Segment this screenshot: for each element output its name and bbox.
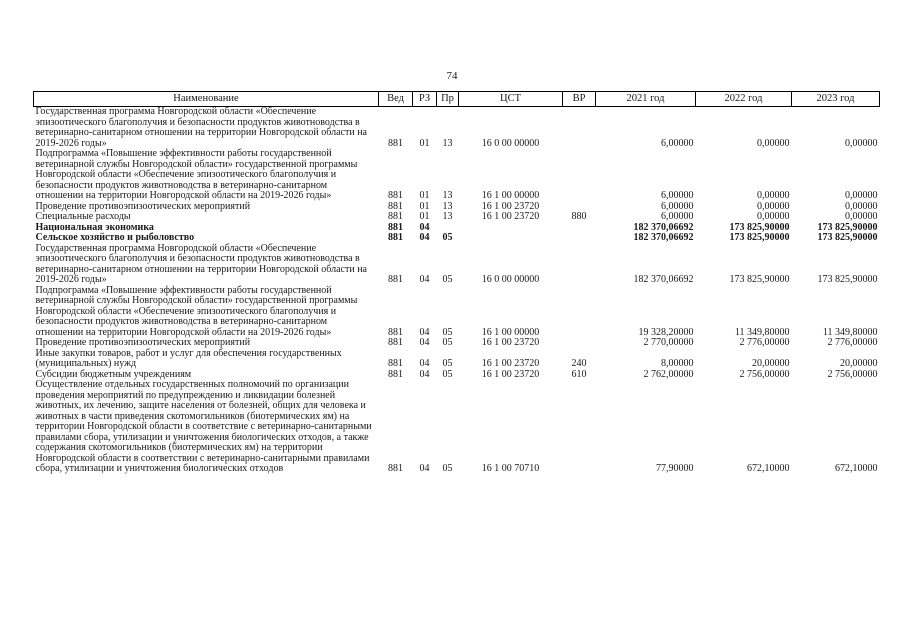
row-2021: 182 370,06692: [633, 274, 694, 285]
row-name: Осуществление отдельных государственных полномочий по организации проведения мероприятий по предупреждению и ликвидации болезней животных, их лечению, защите населения от болезней, общих для человека и животных в части приведения скотомогильников (биотермических ям) на территории Новгородской области в соответствие с ветеринарно-санитарными правилами сбора, утилизации и уничтожения биологических отходов, а также содержания скотомогильников (биотермических ям) на территории Новгородской области в соответствии с ветеринарно-санитарными правилами сбора, утилизации и уничтожения биологических отходов: [35, 379, 372, 474]
row-cst: 16 1 00 23720: [481, 211, 540, 222]
row-name: Специальные расходы: [35, 211, 131, 222]
row-rz: 01: [419, 190, 430, 201]
row-2021: 6,00000: [661, 211, 694, 222]
row-name: Государственная программа Новгородской области «Обеспечение эпизоотического благополучия и безопасности продуктов животноводства в ветеринарно-санитарном отношении на территории Новгородской области на 2019-2026 годы»: [35, 106, 367, 149]
row-cst: [459, 233, 563, 244]
header-rz: РЗ: [413, 92, 437, 107]
row-pr: 13: [442, 190, 453, 201]
row-rz: 01: [419, 200, 430, 212]
row-pr: 05: [442, 358, 453, 369]
row-pr: 05: [442, 232, 453, 243]
row-2022: 0,00000: [757, 200, 790, 212]
header-cst: ЦСТ: [459, 92, 563, 107]
row-cst: 16 0 00 00000: [481, 137, 540, 149]
header-2023: 2023 год: [792, 92, 880, 107]
row-2022: 11 349,80000: [734, 326, 790, 338]
table-row: [34, 202, 880, 213]
row-name: Подпрограмма «Повышение эффективности работы государственной ветеринарной службы Новгородской области» государственной программы Новгородской области «Обеспечение эпизоотического благополучия и безопасности продуктов животноводства в ветеринарно-санитарном отношении на территории Новгородской области на 2019-2026 годы»: [35, 148, 358, 201]
row-ved: 881: [388, 358, 403, 369]
row-rz: 01: [419, 211, 430, 222]
table-row: [34, 212, 880, 223]
row-2022: 0,00000: [757, 190, 790, 201]
row-ved: 881: [388, 200, 403, 212]
row-rz: 04: [419, 274, 430, 285]
table-row-section: [34, 233, 880, 244]
row-2022: 173 825,90000: [729, 274, 790, 285]
header-2021: 2021 год: [596, 92, 696, 107]
row-2022: 2 776,00000: [739, 337, 790, 348]
table-row: [34, 149, 880, 202]
row-2022: 173 825,90000: [729, 221, 790, 233]
header-2022: 2022 год: [696, 92, 792, 107]
row-ved: 881: [388, 337, 403, 348]
row-rz: 04: [419, 221, 430, 233]
row-2023: 0,00000: [845, 211, 878, 222]
row-vr: 240: [571, 358, 587, 369]
table-row: [34, 286, 880, 339]
row-rz: 04: [419, 326, 430, 338]
row-ved: 881: [388, 221, 403, 233]
row-ved: 881: [388, 368, 403, 380]
row-ved: 881: [388, 274, 403, 285]
row-ved: 881: [388, 463, 403, 474]
row-name: Сельское хозяйство и рыболовство: [35, 232, 195, 243]
row-2021: 2 770,00000: [643, 337, 694, 348]
row-ved: 881: [388, 232, 403, 243]
row-ved: 881: [388, 137, 403, 149]
row-ved: 881: [388, 211, 403, 222]
row-vr: [563, 244, 596, 286]
row-2023: 11 349,80000: [822, 326, 878, 338]
row-2021: 2 762,00000: [643, 368, 694, 380]
header-vr: ВР: [563, 92, 596, 107]
header-name: Наименование: [34, 92, 379, 107]
row-2021: 182 370,06692: [633, 232, 694, 243]
row-pr: 05: [442, 463, 453, 474]
row-vr: [563, 233, 596, 244]
row-cst: 16 1 00 23720: [481, 368, 540, 380]
row-vr: [563, 338, 596, 349]
row-2021: 77,90000: [656, 463, 694, 474]
row-vr: [563, 149, 596, 202]
row-rz: 01: [419, 137, 430, 149]
row-vr: 880: [571, 211, 587, 222]
row-pr: 13: [442, 137, 453, 149]
row-2021: 8,00000: [661, 358, 694, 369]
row-name: Государственная программа Новгородской области «Обеспечение эпизоотического благополучия и безопасности продуктов животноводства в ветеринарно-санитарном отношении на территории Новгородской области на 2019-2026 годы»: [35, 242, 367, 285]
row-2022: 672,10000: [747, 463, 790, 474]
row-2023: 173 825,90000: [817, 274, 878, 285]
row-cst: 16 0 00 00000: [481, 274, 540, 285]
row-ved: 881: [388, 326, 403, 338]
row-2023: 2 776,00000: [827, 337, 878, 348]
row-2021: 6,00000: [661, 190, 694, 201]
row-2021: 6,00000: [661, 200, 694, 212]
row-cst: 16 1 00 70710: [481, 463, 540, 474]
row-cst: 16 1 00 00000: [481, 326, 540, 338]
row-2023: 0,00000: [845, 190, 878, 201]
table-body: [34, 107, 880, 475]
row-pr: 13: [442, 211, 453, 222]
row-rz: 04: [419, 358, 430, 369]
row-vr: [563, 380, 596, 475]
row-rz: 04: [419, 463, 430, 474]
row-2023: 173 825,90000: [817, 232, 878, 243]
row-2021: 182 370,06692: [633, 221, 694, 233]
row-2023: 20,00000: [840, 358, 878, 369]
row-pr: 05: [442, 274, 453, 285]
row-name: Подпрограмма «Повышение эффективности работы государственной ветеринарной службы Новгородской области» государственной программы Новгородской области «Обеспечение эпизоотического благополучия и безопасности продуктов животноводства в ветеринарно-санитарном отношении на территории Новгородской области на 2019-2026 годы»: [35, 284, 358, 338]
row-vr: [563, 223, 596, 234]
row-2023: 0,00000: [845, 137, 878, 149]
row-ved: 881: [388, 190, 403, 201]
row-pr: 13: [442, 200, 453, 212]
row-2021: 19 328,20000: [638, 326, 694, 338]
row-rz: 04: [419, 368, 430, 380]
row-cst: 16 1 00 23720: [481, 358, 540, 369]
row-name: Национальная экономика: [35, 221, 154, 233]
row-2022: 173 825,90000: [729, 232, 790, 243]
table-row: [34, 380, 880, 475]
row-2023: 173 825,90000: [817, 221, 878, 233]
row-cst: 16 1 00 23720: [481, 337, 540, 348]
row-rz: 04: [419, 337, 430, 348]
row-name: Проведение противоэпизоотических мероприятий: [35, 337, 251, 348]
row-name: Проведение противоэпизоотических мероприятий: [35, 200, 251, 212]
row-2021: 6,00000: [661, 137, 694, 149]
row-2022: 0,00000: [757, 211, 790, 222]
table-row: [34, 349, 880, 370]
row-rz: 04: [419, 232, 430, 243]
row-name: Иные закупки товаров, работ и услуг для обеспечения государственных (муниципальных) нужд: [35, 347, 342, 369]
row-vr: [563, 107, 596, 150]
row-vr: [563, 286, 596, 339]
row-2023: 0,00000: [845, 200, 878, 212]
row-2022: 0,00000: [757, 137, 790, 149]
row-name: Субсидии бюджетным учреждениям: [35, 368, 192, 380]
row-cst: 16 1 00 00000: [481, 190, 540, 201]
row-pr: 05: [442, 368, 453, 380]
page-number: 74: [446, 70, 458, 82]
table-row: [34, 338, 880, 349]
row-cst: 16 1 00 23720: [481, 200, 540, 212]
row-pr: 05: [442, 337, 453, 348]
row-vr: 610: [571, 368, 587, 380]
row-cst: [459, 223, 563, 234]
row-2022: 20,00000: [752, 358, 790, 369]
table-row: [34, 107, 880, 150]
row-2023: 672,10000: [835, 463, 878, 474]
table-header-row: [34, 92, 880, 107]
budget-table: [33, 91, 880, 475]
row-pr: 05: [442, 326, 453, 338]
table-row: [34, 244, 880, 286]
header-ved: Вед: [379, 92, 413, 107]
header-pr: Пр: [437, 92, 459, 107]
row-2022: 2 756,00000: [739, 368, 790, 380]
row-2023: 2 756,00000: [827, 368, 878, 380]
